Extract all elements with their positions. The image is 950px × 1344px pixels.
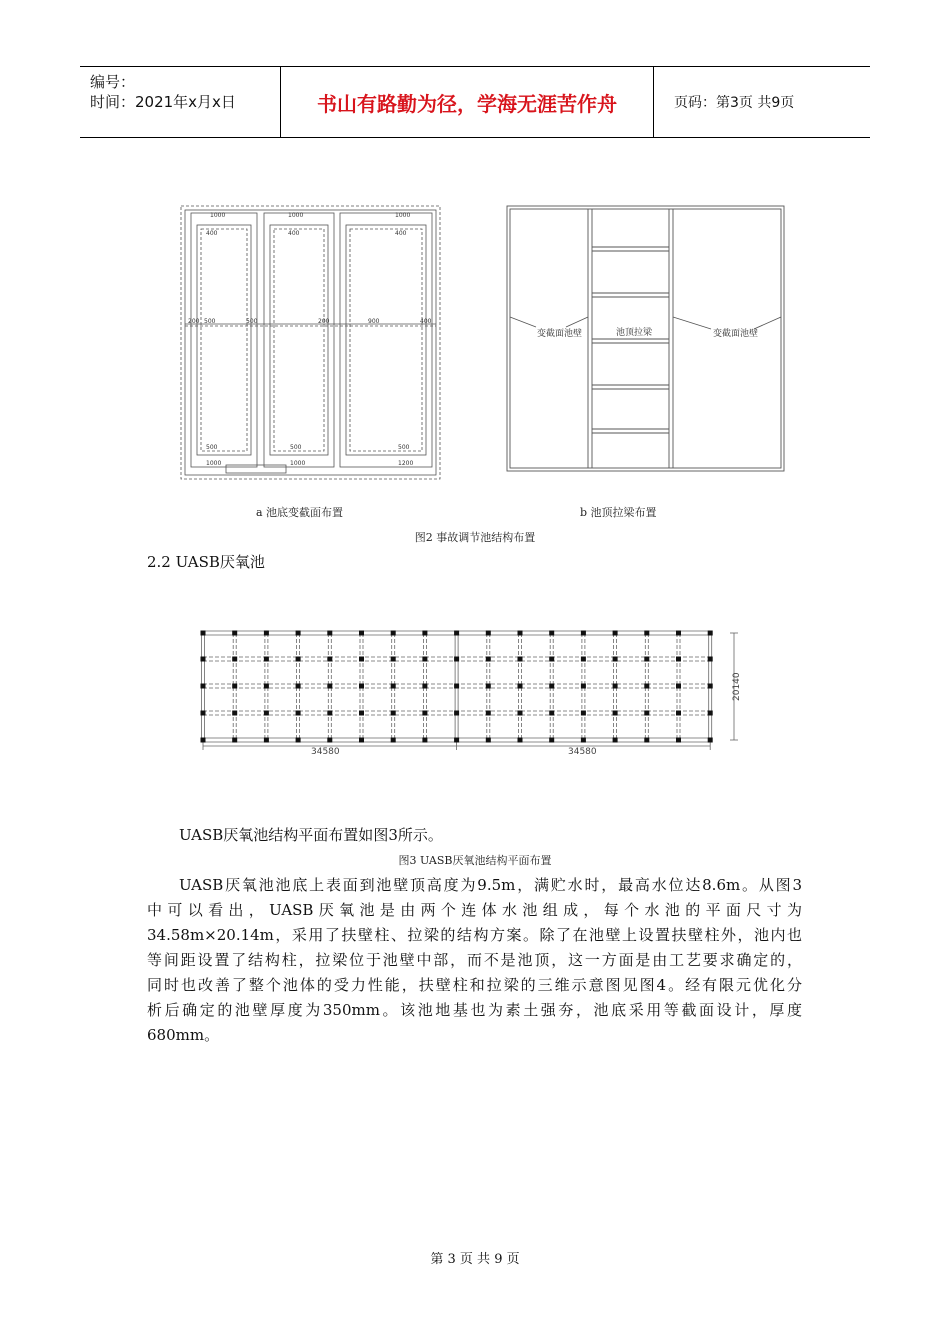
fig3-dim-right: 34580 [568,747,597,757]
plan-column [359,684,364,689]
plan-column [232,631,237,636]
plan-column [359,631,364,636]
plan-column [454,631,459,636]
plan-column [296,684,301,689]
plan-column [708,711,713,716]
fig2a-dim-mid-3: 500 [246,318,258,325]
plan-column [327,738,332,743]
plan-column [327,711,332,716]
fig2a-dim-mid-5: 900 [368,318,380,325]
fig3-dim-vertical: 20140 [732,672,742,701]
plan-column [613,657,618,662]
time-label: 时间：2021年x月x日 [90,93,236,111]
plan-column [232,657,237,662]
page-info-text: 页码：第3页 共9页 [674,95,795,111]
plan-column [232,711,237,716]
page-footer: 第 3 页 共 9 页 [430,1252,520,1267]
plan-column [264,631,269,636]
plan-column [422,657,427,662]
body-line-7: 680mm。 [147,1026,220,1044]
fig2a-dim-top-1: 1000 [210,212,226,219]
plan-column [327,684,332,689]
plan-column [201,738,206,743]
header-page-info [664,67,870,137]
fig2b-label-right: 变截面池壁 [713,329,759,339]
fig2a-dim-row2-1: 400 [206,230,218,237]
plan-column [454,711,459,716]
section-heading: 2.2 UASB厌氧池 [147,553,265,571]
plan-column [549,657,554,662]
fig2a-dim-top-3: 1000 [395,212,411,219]
fig2b-label-left: 变截面池壁 [537,329,583,339]
plan-column [296,711,301,716]
plan-column [454,657,459,662]
plan-column [644,657,649,662]
plan-column [327,631,332,636]
plan-column [391,738,396,743]
plan-column [708,684,713,689]
number-label: 编号： [90,73,136,91]
figure-2a-caption: a 池底变截面布置 [256,506,344,519]
fig2a-dim-row2-3: 400 [395,230,407,237]
body-line-3: 34.58m×20.14m，采用了扶壁柱、拉梁的结构方案。除了在池壁上设置扶壁柱外，池内也 [147,926,802,944]
plan-column [201,657,206,662]
plan-column [232,738,237,743]
plan-column [708,738,713,743]
plan-column [422,684,427,689]
plan-column [391,711,396,716]
plan-column [644,711,649,716]
plan-column [327,657,332,662]
plan-column [581,711,586,716]
body-intro: UASB厌氧池结构平面布置如图3所示。 [179,826,443,844]
plan-column [518,657,523,662]
figure-3-drawing [198,628,744,760]
fig2a-dim-mid-4: 200 [318,318,330,325]
plan-column [676,657,681,662]
plan-column [422,711,427,716]
plan-column [454,738,459,743]
plan-column [613,631,618,636]
body-line-6: 析后确定的池壁厚度为350mm。该池地基也为素土强夯，池底采用等截面设计，厚度 [147,1001,802,1019]
plan-column [486,657,491,662]
figure-2b-drawing [506,205,786,473]
plan-column [549,631,554,636]
fig2a-dim-bottom-3: 1200 [398,460,414,467]
plan-column [581,631,586,636]
fig2a-dim-bottom-1: 1000 [206,460,222,467]
plan-column [296,657,301,662]
plan-column [486,738,491,743]
body-line-2: 中可以看出，UASB厌氧池是由两个连体水池组成，每个水池的平面尺寸为 [147,901,802,919]
fig2a-dim-top-2: 1000 [288,212,304,219]
header-meta [80,67,281,137]
plan-column [264,684,269,689]
plan-column [454,684,459,689]
figure-2a-drawing [180,205,442,481]
body-line-1: UASB厌氧池池底上表面到池壁顶高度为9.5m，满贮水时，最高水位达8.6m。从图3 [179,876,802,894]
plan-column [422,738,427,743]
plan-column [549,711,554,716]
plan-column [613,738,618,743]
plan-column [391,657,396,662]
plan-column [708,631,713,636]
plan-column [676,631,681,636]
plan-column [613,711,618,716]
plan-column [518,631,523,636]
plan-column [676,684,681,689]
fig2a-dim-row4-3: 500 [398,444,410,451]
plan-column [201,711,206,716]
plan-column [391,684,396,689]
fig2a-dim-row4-2: 500 [290,444,302,451]
plan-column [518,738,523,743]
plan-column [422,631,427,636]
fig2a-dim-mid-1: 200 [188,318,200,325]
plan-column [549,684,554,689]
figure-2b-caption: b 池顶拉梁布置 [580,506,657,519]
fig2a-dim-row4-1: 500 [206,444,218,451]
plan-column [549,738,554,743]
body-line-5: 同时也改善了整个池体的受力性能，扶壁柱和拉梁的三维示意图见图4。经有限元优化分 [147,976,802,994]
plan-column [264,657,269,662]
plan-column [296,738,301,743]
fig2a-dim-row2-2: 400 [288,230,300,237]
fig3-dim-left: 34580 [311,747,340,757]
plan-column [359,657,364,662]
plan-column [486,684,491,689]
plan-column [644,684,649,689]
plan-column [359,711,364,716]
plan-column [676,738,681,743]
plan-column [644,738,649,743]
fig2a-dim-bottom-2: 1000 [290,460,306,467]
figure-3-caption: 图3 UASB厌氧池结构平面布置 [398,854,552,867]
plan-column [359,738,364,743]
fig2a-dim-mid-6: 400 [420,318,432,325]
plan-column [613,684,618,689]
body-line-4: 等间距设置了结构柱，拉梁位于池壁中部，而不是池顶，这一方面是由工艺要求确定的， [147,951,802,969]
plan-column [581,738,586,743]
header-motto: 书山有路勤为径，学海无涯苦作舟 [281,67,654,137]
plan-column [581,657,586,662]
figure-2-caption: 图2 事故调节池结构布置 [414,531,536,544]
plan-column [296,631,301,636]
plan-column [264,738,269,743]
plan-column [201,684,206,689]
plan-column [391,631,396,636]
plan-column [486,631,491,636]
plan-column [518,711,523,716]
fig2b-label-center: 池顶拉梁 [616,328,653,338]
plan-column [708,657,713,662]
fig2a-dim-mid-2: 500 [204,318,216,325]
plan-column [486,711,491,716]
plan-column [264,711,269,716]
plan-column [201,631,206,636]
plan-column [518,684,523,689]
plan-column [644,631,649,636]
plan-column [676,711,681,716]
plan-column [232,684,237,689]
plan-column [581,684,586,689]
page-header [80,66,870,138]
